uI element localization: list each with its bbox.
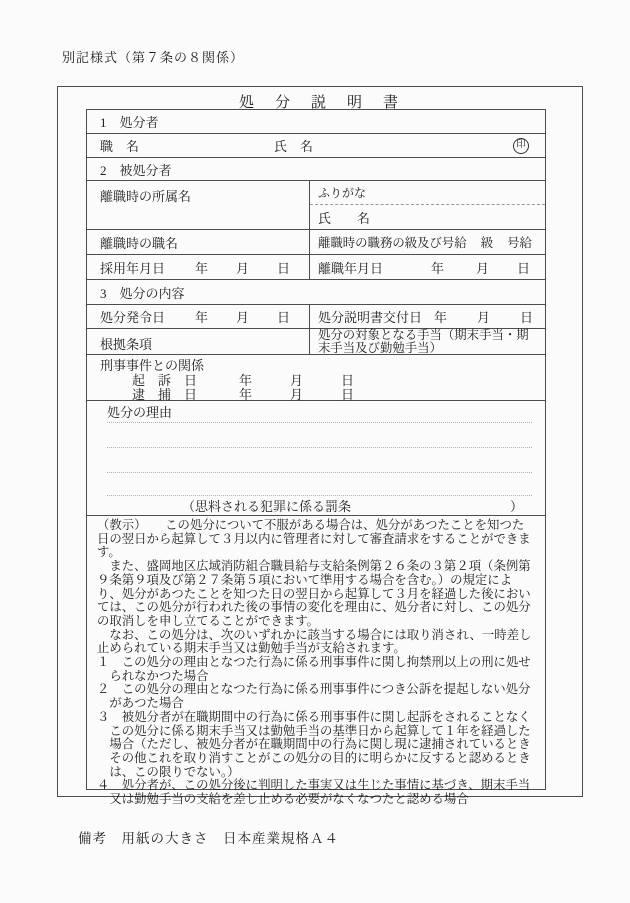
notice-list-item: ３ 被処分者が在職期間中の行為に係る刑事事件に関し起訴をされることなくこの処分に係る期末手当又は勤勉手当の基準日から起算して１年を経過した場合（ただし、被処分者が在職期間中の行為に関し現に逮捕されているときその他これを取り消すことがこの処分の目的に明らかに反すると認めるときは、この限りでない。）: [97, 709, 531, 779]
arrest-year-unit: 年: [239, 386, 253, 402]
basis-label: 根拠条項: [100, 337, 153, 352]
issue-date-label: 処分発令日: [100, 310, 166, 325]
affiliation-label: 離職時の所属名: [100, 189, 192, 204]
subject-name-label: 氏 名: [318, 211, 371, 226]
furigana-label: ふりがな: [310, 181, 545, 205]
penal-provision-label: （思料される犯罪に係る罰条: [182, 499, 352, 514]
hire-year-unit: 年: [195, 260, 209, 276]
section1-heading: 1 処分者: [87, 110, 545, 134]
section3-heading: 3 処分の内容: [87, 280, 545, 305]
prosecution-year-unit: 年: [239, 372, 253, 388]
prosecution-day-unit: 日: [341, 372, 355, 388]
arrest-month-unit: 月: [290, 386, 304, 402]
form-table: [86, 109, 546, 807]
penal-provision-close-paren: ）: [509, 499, 523, 514]
notice-paragraph: （教示） この処分について不服がある場合は、処分があつたことを知つた日の翌日から起算して３月以内に管理者に対して審査請求をすることができます。: [97, 518, 531, 560]
arrest-label: 逮 捕 日: [132, 386, 198, 402]
section1-name-row: [87, 134, 545, 158]
notice-list-item: １ この処分の理由となつた行為に係る刑事事件に関し拘禁刑以上の刑に処せられなかつた場合: [97, 655, 531, 683]
issue-month-unit: 月: [236, 310, 250, 325]
form-style-label: 別記様式（第７条の８関係）: [62, 50, 245, 65]
seal-icon: [513, 138, 529, 154]
delivery-date-label: 処分説明書交付日: [318, 310, 423, 325]
notice-list-item: ４ 処分者が、この処分後に判明した事実又は生じた事情に基づき、期末手当又は勤勉手当の支給を差し止める必要がなくなつたと認める場合: [97, 778, 531, 807]
affiliation-row: [87, 181, 545, 230]
dates-row-2: [87, 305, 545, 329]
notice-paragraph: なお、この処分は、次のいずれかに該当する場合には取り消され、一時差し止められている期末手当又は勤勉手当が支給されます。: [97, 627, 532, 656]
notice-list-item: ２ この処分の理由となつた行為に係る刑事事件につき公訴を提起しない処分があつた場合: [97, 682, 531, 711]
section2-heading: 2 被処分者: [87, 158, 545, 181]
criminal-case-heading: 刑事事件との関係: [100, 358, 205, 373]
reason-label: 処分の理由: [107, 405, 173, 420]
penal-provision-line: [87, 496, 545, 515]
remarks-note: 備考 用紙の大きさ 日本産業規格Ａ４: [78, 831, 339, 846]
ruled-line: [107, 448, 532, 473]
grade-label: 離職時の職務の級及び号給: [318, 236, 467, 250]
document-title: 処 分 説 明 書: [238, 95, 401, 111]
ruled-line: [107, 473, 532, 496]
basis-row: [87, 329, 545, 355]
allowance-label: 処分の対象となる手当（期末手当・期末手当及び勤勉手当）: [309, 329, 545, 354]
arrest-day-unit: 日: [341, 386, 355, 402]
prosecution-month-unit: 月: [290, 372, 304, 388]
delivery-month-unit: 月: [477, 310, 491, 325]
hire-day-unit: 日: [277, 260, 291, 276]
arrest-date-line: [87, 386, 545, 400]
issue-year-unit: 年: [195, 310, 209, 325]
disposer-name-label: 氏 名: [274, 139, 314, 154]
separation-day-unit: 日: [517, 260, 531, 276]
separation-month-unit: 月: [476, 260, 490, 276]
separation-date-label: 離職年月日: [318, 260, 384, 276]
prosecution-label: 起 訴 日: [132, 372, 198, 388]
criminal-case-row: [87, 357, 545, 401]
instruction-notice-block: [87, 516, 545, 807]
issue-day-unit: 日: [277, 310, 291, 325]
disposer-job-title-label: 職 名: [100, 139, 140, 154]
dates-row-1: [87, 255, 545, 280]
hire-date-label: 採用年月日: [100, 260, 166, 276]
separation-year-unit: 年: [431, 260, 445, 276]
grade-cell: [309, 230, 545, 254]
name-cell: [309, 181, 545, 229]
hire-month-unit: 月: [236, 260, 250, 276]
delivery-date-cell: [309, 305, 545, 328]
ruled-line: [107, 401, 532, 423]
notice-paragraph: また、盛岡地区広域消防組合職員給与支給条例第２６条の３第２項（条例第９条第９項及び第２７条第５項において準用する場合を含む。）の規定により、処分があつたことを知つた日の翌日から起算して３月を経過した後においては、この処分が行われた後の事情の変化を理由に、処分者に対し、この処分の取消しを申し立てることができます。: [97, 559, 531, 628]
issue-date-cell: [87, 305, 309, 328]
form-outer-box: [57, 86, 583, 807]
ruled-line: [107, 423, 532, 448]
reason-row: [87, 401, 545, 516]
delivery-day-unit: 日: [520, 310, 534, 325]
delivery-year-unit: 年: [434, 310, 448, 325]
separation-date-cell: [309, 255, 545, 279]
seal-character: 印: [516, 139, 526, 150]
step-unit: 号給: [507, 236, 532, 250]
hire-date-cell: [87, 255, 309, 279]
grade-unit: 級: [480, 236, 494, 250]
separation-job-title-label: 離職時の職名: [100, 235, 179, 251]
job-title-row: [87, 230, 545, 255]
